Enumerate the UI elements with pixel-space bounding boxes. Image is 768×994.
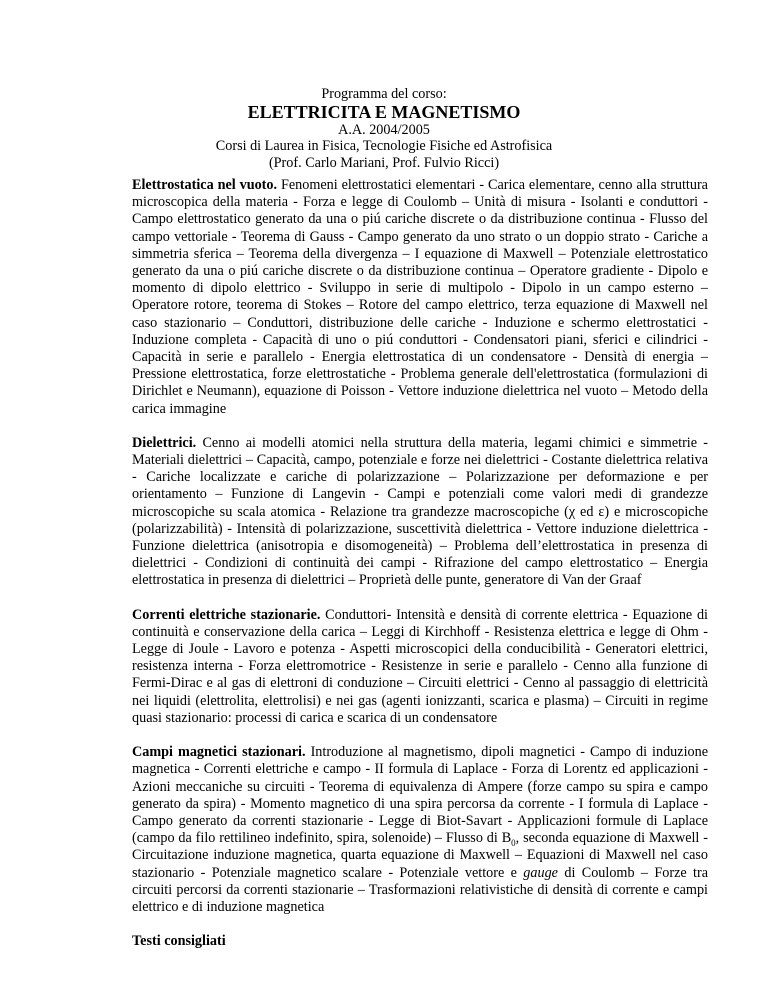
- section-campi-magnetici: [132, 744, 708, 916]
- section-text: Cenno ai modelli atomici nella struttura della materia, legami chimici e simmetrie - Materiali dielettrici – Capacità, campo, potenziale e forze nei dielettrici - Costante dielettrica relativa - Cariche localizzate e cariche di polarizzazione – Polarizzazione per deformazione e per orientamento – Funzione di Langevin - Campi e potenziali come valori medi di grandezze microscopiche su scala atomica - Relazione tra grandezze macroscopiche (χ ed ε) e microscopiche (polarizzabilità) - Intensità di polarizzazione, suscettività dielettrica - Vettore induzione dielettrica - Funzione dielettrica (anisotropia e disomogeneità) – Problema dell’elettrostatica in presenza di dielettrici - Condizioni di continuità dei campi - Rifrazione del campo elettrostatico – Energia elettrostatica in presenza di dielettrici – Proprietà delle punte, generatore di Van der Graaf: [132, 434, 708, 589]
- document-header: [0, 86, 768, 171]
- section-title: Dielettrici.: [132, 434, 197, 451]
- section-text: , seconda equazione di Maxwell - Circuitazione induzione magnetica, quarta equazione di Maxwell – Equazioni di Maxwell nel caso stazionario - Potenziale magnetico scalare - Potenziale vettore e: [132, 830, 708, 881]
- section-text: Fenomeni elettrostatici elementari - Carica elementare, cenno alla struttura microscopica della materia - Forza e legge di Coulomb – Unità di misura - Isolanti e conduttori - Campo elettrostatico generato da una o piú cariche discrete o da distribuzione continua - Flusso del campo vettoriale - Teorema di Gauss - Campo generato da uno strato o un doppio strato - Cariche a simmetria sferica – Teorema della divergenza – I equazione di Maxwell – Potenziale elettrostatico generato da una o piú cariche discrete o da distribuzione continua – Operatore gradiente - Dipolo e momento di dipolo elettrico - Sviluppo in serie di multipolo - Dipolo in un campo esterno – Operatore rotore, teorema di Stokes – Rotore del campo elettrico, terza equazione di Maxwell nel caso stazionario – Conduttori, distribuzione delle cariche - Induzione e schermo elettrostatici - Induzione completa - Capacità di uno o piú conduttori - Condensatori piani, sferici e cilindrici - Capacità in serie e parallelo - Energia elettrostatica di un condensatore - Densità di energia – Pressione elettrostatica, forze elettrostatiche - Problema generale dell'elettrostatica (formulazioni di Dirichlet e Neumann), equazione di Poisson - Vettore induzione dielettrica nel vuoto – Metodo della carica immagine: [132, 177, 708, 417]
- professors: (Prof. Carlo Mariani, Prof. Fulvio Ricci): [268, 154, 500, 171]
- section-elettrostatica: [132, 177, 708, 418]
- section-text: Introduzione al magnetismo, dipoli magnetici - Campo di induzione magnetica - Correnti elettriche e campo - II formula di Laplace - Forza di Lorentz ed applicazioni - Azioni meccaniche su circuiti - Teorema di equivalenza di Ampere (forze campo su spira e campo generato da spira) - Momento magnetico di una spira percorsa da corrente - I formula di Laplace - Campo generato da correnti stazionarie - Legge di Biot-Savart - Applicazioni formule di Laplace (campo da filo rettilineo indefinito, spira, solenoide) – Flusso di B: [132, 744, 709, 847]
- course-title: ELETTRICITA E MAGNETISMO: [247, 102, 521, 123]
- subscript: 0: [511, 837, 516, 848]
- references-title: Testi consigliati: [132, 933, 226, 950]
- section-correnti: [132, 607, 708, 727]
- degree-courses: Corsi di Laurea in Fisica, Tecnologie Fisiche ed Astrofisica: [215, 138, 553, 155]
- italic-term: gauge: [523, 864, 558, 881]
- academic-year: A.A. 2004/2005: [338, 122, 430, 139]
- course-syllabus: [132, 177, 708, 967]
- section-title: Campi magnetici stazionari.: [132, 744, 306, 761]
- section-text: di Coulomb – Forze tra circuiti percorsi da correnti stazionarie – Trasformazioni relativistiche di densità di corrente e campi elettrico e di induzione magnetica: [132, 864, 709, 915]
- section-title: Correnti elettriche stazionarie.: [132, 606, 321, 623]
- program-label: Programma del corso:: [321, 86, 447, 102]
- section-text: Conduttori- Intensità e densità di corrente elettrica - Equazione di continuità e conservazione della carica – Leggi di Kirchhoff - Resistenza elettrica e legge di Ohm - Legge di Joule - Lavoro e potenza - Aspetti microscopici della conducibilità - Generatori elettrici, resistenza interna - Forza elettromotrice - Resistenze in serie e parallelo - Cenno alla funzione di Fermi-Dirac e al gas di elettroni di conduzione – Circuiti elettrici - Cenno al passaggio di elettricità nei liquidi (elettrolita, elettrolisi) e nei gas (agenti ionizzanti, scarica e plasma) – Circuiti in regime quasi stazionario: processi di carica e scarica di un condensatore: [132, 606, 708, 726]
- section-dielettrici: [132, 435, 708, 590]
- section-title: Elettrostatica nel vuoto.: [132, 177, 278, 193]
